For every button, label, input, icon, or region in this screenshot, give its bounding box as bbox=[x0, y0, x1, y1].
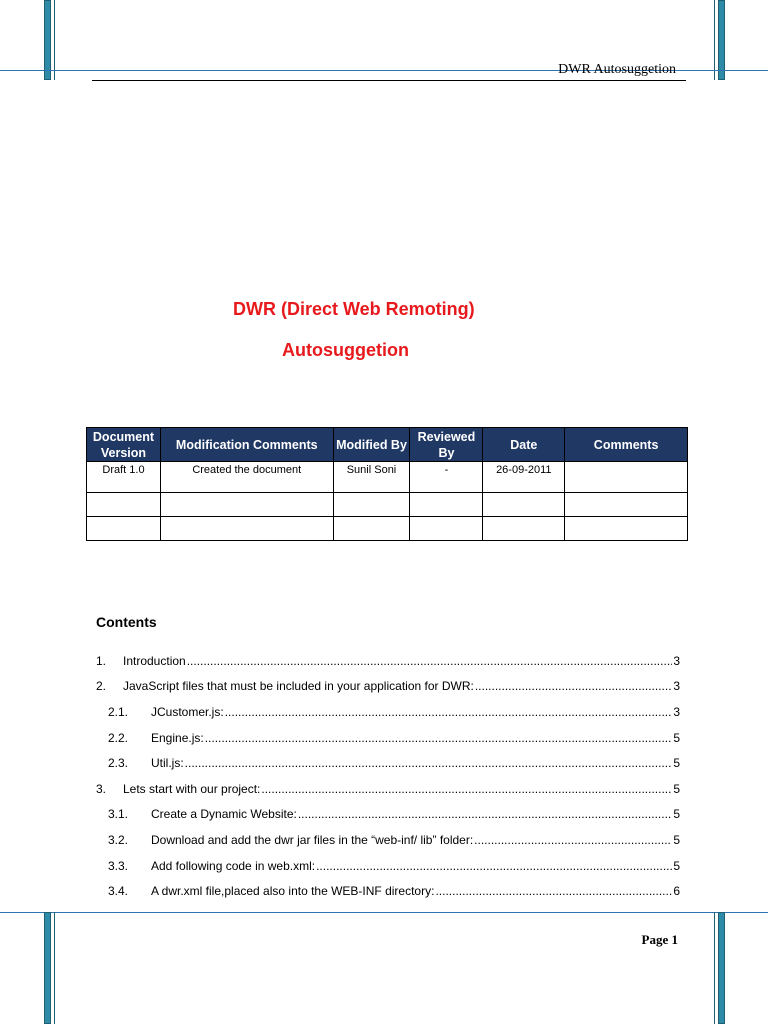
bottom-right-accent-bar bbox=[718, 912, 725, 1024]
cell-version bbox=[87, 517, 161, 541]
toc-page-number: 3 bbox=[673, 704, 680, 719]
table-of-contents bbox=[96, 648, 680, 904]
toc-entry-web-xml[interactable] bbox=[96, 853, 680, 879]
toc-number: 1. bbox=[96, 653, 107, 668]
header-document-version: Document Version bbox=[87, 428, 161, 462]
toc-page-number: 5 bbox=[673, 730, 680, 745]
page-number-label: Page 1 bbox=[641, 932, 678, 947]
toc-number: 3.2. bbox=[108, 832, 129, 847]
toc-page-number: 3 bbox=[673, 679, 680, 694]
toc-entry-download-jar[interactable] bbox=[96, 827, 680, 853]
toc-entry-create-website[interactable] bbox=[96, 802, 680, 828]
cell-modification bbox=[160, 517, 333, 541]
cell-date bbox=[483, 493, 565, 517]
cell-date: 26-09-2011 bbox=[483, 462, 565, 493]
toc-page-number: 6 bbox=[673, 884, 680, 899]
cell-comments bbox=[565, 517, 688, 541]
toc-leader-dots bbox=[316, 859, 672, 873]
toc-leader-dots bbox=[435, 884, 672, 898]
toc-title: Lets start with our project: bbox=[123, 781, 261, 796]
toc-page-number: 3 bbox=[673, 653, 680, 668]
cell-comments bbox=[565, 462, 688, 493]
bottom-left-accent-line bbox=[54, 912, 55, 1024]
header-title: DWR Autosuggetion bbox=[558, 62, 676, 77]
toc-number: 3.4. bbox=[108, 884, 129, 899]
toc-title: Engine.js: bbox=[151, 730, 204, 745]
toc-entry-jcustomer-js[interactable] bbox=[96, 699, 680, 725]
toc-entry-util-js[interactable] bbox=[96, 750, 680, 776]
bottom-right-accent-line bbox=[714, 912, 715, 1024]
toc-title: Introduction bbox=[123, 653, 186, 668]
toc-number: 2.1. bbox=[108, 704, 129, 719]
toc-title: Util.js: bbox=[151, 756, 184, 771]
toc-number: 3.3. bbox=[108, 858, 129, 873]
table-row bbox=[87, 517, 688, 541]
document-title: DWR (Direct Web Remoting) bbox=[233, 299, 475, 319]
cell-version: Draft 1.0 bbox=[87, 462, 161, 493]
toc-leader-dots bbox=[225, 705, 673, 719]
cell-modified-by bbox=[333, 517, 410, 541]
toc-entry-introduction[interactable] bbox=[96, 648, 680, 674]
top-right-accent-line bbox=[714, 0, 715, 80]
cell-date bbox=[483, 517, 565, 541]
toc-entry-dwr-xml[interactable] bbox=[96, 878, 680, 904]
top-left-accent-bar bbox=[44, 0, 51, 80]
cell-modification bbox=[160, 493, 333, 517]
revision-table bbox=[86, 427, 688, 541]
cell-modified-by: Sunil Soni bbox=[333, 462, 410, 493]
toc-entry-lets-start[interactable] bbox=[96, 776, 680, 802]
cell-reviewed-by: - bbox=[410, 462, 483, 493]
toc-page-number: 5 bbox=[673, 756, 680, 771]
toc-leader-dots bbox=[474, 833, 672, 847]
toc-leader-dots bbox=[298, 807, 672, 821]
toc-title: Download and add the dwr jar files in the “web-inf/ lib” folder: bbox=[151, 832, 474, 847]
toc-entry-javascript-files[interactable] bbox=[96, 674, 680, 700]
cell-reviewed-by bbox=[410, 493, 483, 517]
cell-modification: Created the document bbox=[160, 462, 333, 493]
toc-leader-dots bbox=[261, 782, 672, 796]
toc-leader-dots bbox=[205, 731, 673, 745]
toc-number: 3. bbox=[96, 781, 107, 796]
toc-leader-dots bbox=[185, 756, 673, 770]
revision-table-header bbox=[87, 428, 688, 462]
header-modified-by: Modified By bbox=[333, 428, 410, 462]
toc-title: Add following code in web.xml: bbox=[151, 858, 316, 873]
cell-version bbox=[87, 493, 161, 517]
toc-title: JavaScript files that must be included in your application for DWR: bbox=[123, 679, 474, 694]
toc-page-number: 5 bbox=[673, 781, 680, 796]
cell-reviewed-by bbox=[410, 517, 483, 541]
cell-modified-by bbox=[333, 493, 410, 517]
toc-leader-dots bbox=[187, 654, 673, 668]
toc-page-number: 5 bbox=[673, 832, 680, 847]
toc-number: 3.1. bbox=[108, 807, 129, 822]
toc-title: Create a Dynamic Website: bbox=[151, 807, 297, 822]
toc-page-number: 5 bbox=[673, 807, 680, 822]
header-modification-comments: Modification Comments bbox=[160, 428, 333, 462]
top-right-accent-bar bbox=[718, 0, 725, 80]
table-row bbox=[87, 462, 688, 493]
document-subtitle: Autosuggetion bbox=[282, 340, 409, 360]
bottom-left-accent-bar bbox=[44, 912, 51, 1024]
toc-number: 2. bbox=[96, 679, 107, 694]
contents-heading: Contents bbox=[96, 614, 157, 630]
toc-title: JCustomer.js: bbox=[151, 704, 224, 719]
header-date: Date bbox=[483, 428, 565, 462]
toc-leader-dots bbox=[475, 679, 672, 693]
bottom-horizontal-rule bbox=[0, 912, 768, 913]
toc-number: 2.3. bbox=[108, 756, 129, 771]
cell-comments bbox=[565, 493, 688, 517]
table-row bbox=[87, 493, 688, 517]
toc-entry-engine-js[interactable] bbox=[96, 725, 680, 751]
toc-page-number: 5 bbox=[673, 858, 680, 873]
toc-number: 2.2. bbox=[108, 730, 129, 745]
header-reviewed-by: Reviewed By bbox=[410, 428, 483, 462]
header-comments: Comments bbox=[565, 428, 688, 462]
header-underline bbox=[92, 80, 686, 81]
toc-title: A dwr.xml file,placed also into the WEB-INF directory: bbox=[151, 884, 435, 899]
top-left-accent-line bbox=[54, 0, 55, 80]
